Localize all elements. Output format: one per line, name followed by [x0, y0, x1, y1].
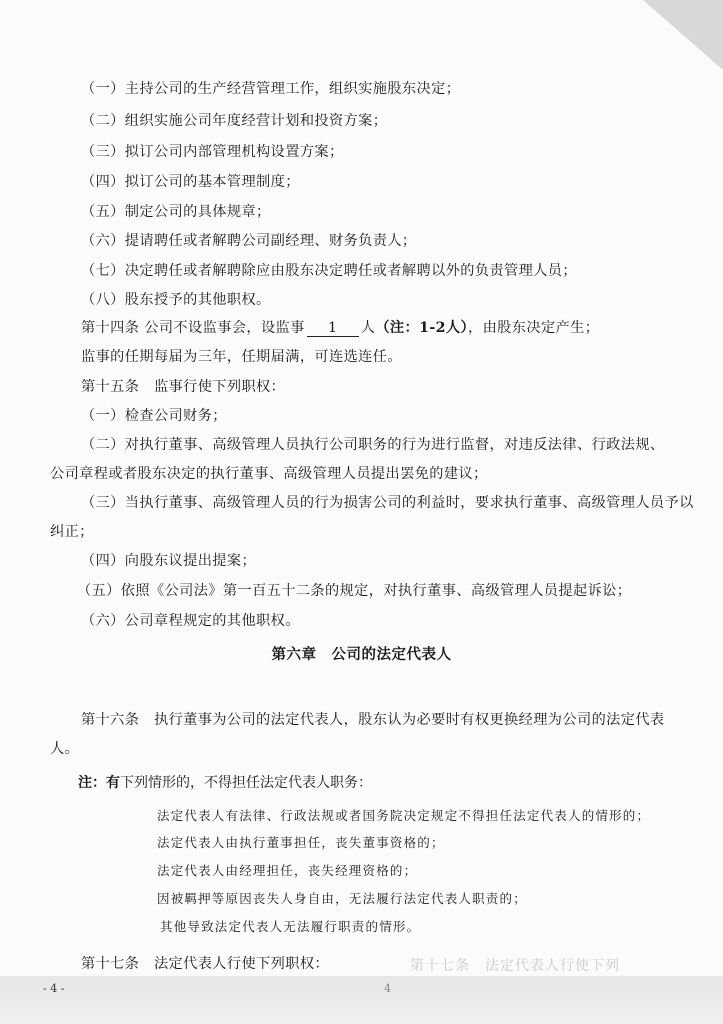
art15-item-3b: 纠正； [50, 524, 94, 540]
page-number-left: - 4 - [43, 982, 65, 995]
note-item-2: 法定代表人由执行董事担任，丧失董事资格的； [157, 835, 445, 850]
note-item-1: 法定代表人有法律、行政法规或者国务院决定规定不得担任法定代表人的情形的； [157, 808, 651, 823]
article-15-title: 第十五条 监事行使下列职权： [81, 379, 286, 395]
note-item-3: 法定代表人由经理担任，丧失经理资格的； [157, 863, 418, 878]
duty-6: （六）提请聘任或者解聘公司副经理、财务负责人； [81, 233, 417, 249]
article-14-suffix: ，由股东决定产生； [468, 320, 600, 336]
art15-item-5: （五）依照《公司法》第一百五十二条的规定，对执行董事、高级管理人员提起诉讼； [77, 583, 632, 599]
supervisor-count: 1 [307, 320, 359, 337]
article-16-line-1: 第十六条 执行董事为公司的法定代表人，股东认为必要时有权更换经理为公司的法定代表 [81, 712, 665, 728]
duty-3: （三）拟订公司内部管理机构设置方案； [81, 144, 344, 160]
art15-item-3a: （三）当执行董事、高级管理人员的行为损害公司的利益时，要求执行董事、高级管理人员予以 [81, 495, 694, 511]
bleed-through-text: 第十七条 法定代表人行使下列 [410, 958, 620, 974]
duty-7: （七）决定聘任或者解聘除应由股东决定聘任或者解聘以外的负责管理人员； [81, 263, 577, 279]
duty-8: （八）股东授予的其他职权。 [81, 292, 271, 308]
duty-1: （一）主持公司的生产经营管理工作，组织实施股东决定； [81, 81, 461, 97]
article-14-note: （注：1-2人） [375, 320, 468, 336]
duty-2: （二）组织实施公司年度经营计划和投资方案； [81, 113, 388, 129]
page-number-mid: 4 [384, 982, 391, 995]
note-item-5: 其他导致法定代表人无法履行职责的情形。 [160, 919, 421, 934]
page-corner-fold [643, 0, 723, 70]
note-item-4: 因被羁押等原因丧失人身自由，无法履行法定代表人职责的； [157, 891, 527, 906]
article-17-title: 第十七条 法定代表人行使下列职权： [81, 956, 329, 972]
note-label: 注：有 [78, 775, 120, 791]
note-text: 下列情形的，不得担任法定代表人职务： [120, 775, 372, 791]
article-14-term: 监事的任期每届为三年，任期届满，可连选连任。 [81, 349, 402, 365]
art15-item-2b: 公司章程或者股东决定的执行董事、高级管理人员提出罢免的建议； [50, 466, 488, 482]
duty-5: （五）制定公司的具体规章； [81, 204, 271, 220]
art15-item-2a: （二）对执行董事、高级管理人员执行公司职务的行为进行监督，对违反法律、行政法规、 [81, 437, 665, 453]
chapter-6-heading: 第六章 公司的法定代表人 [271, 646, 452, 663]
art15-item-1: （一）检查公司财务； [81, 408, 227, 424]
art15-item-4: （四）向股东议提出提案； [81, 553, 257, 569]
article-14-unit: 人 [360, 320, 376, 336]
duty-4: （四）拟订公司的基本管理制度； [81, 174, 300, 190]
note-heading [78, 772, 372, 792]
scan-bottom-band [0, 976, 723, 1024]
art15-item-6: （六）公司章程规定的其他职权。 [81, 613, 300, 629]
article-16-line-2: 人。 [50, 741, 80, 757]
article-14 [81, 317, 599, 337]
article-14-prefix: 第十四条 公司不设监事会，设监事 [81, 320, 305, 336]
